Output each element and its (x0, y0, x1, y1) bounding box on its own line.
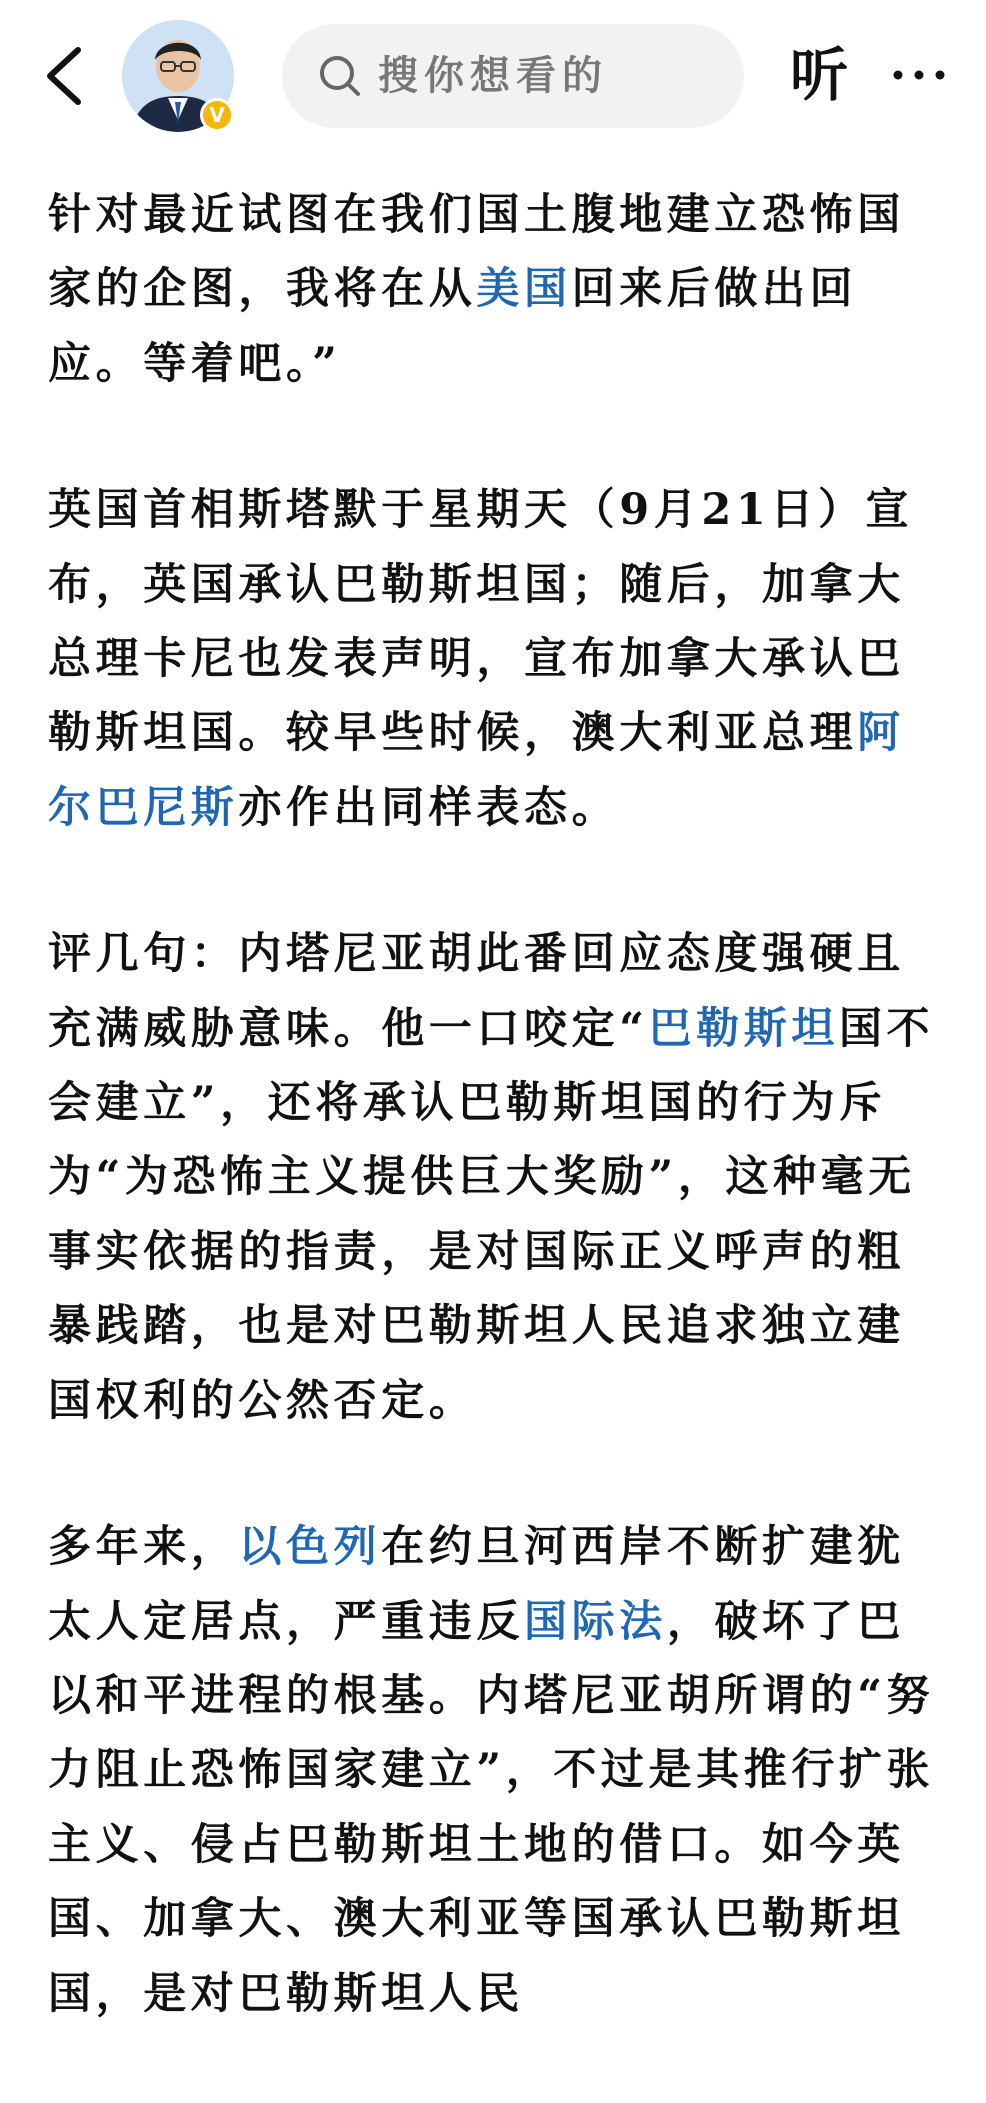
paragraph-3 (48, 917, 948, 1438)
article-body (48, 178, 948, 2103)
text-span: 评几句：内塔尼亚胡此番回应态度强硬且充满威胁意味。他一口咬定“ (48, 929, 905, 1054)
text-span: 多年来， (48, 1522, 239, 1573)
verified-badge-icon: V (200, 98, 234, 132)
link-usa[interactable]: 美国 (476, 264, 572, 315)
text-span: 国不会建立”，还将承认巴勒斯坦国的行为斥为“为恐怖主义提供巨大奖励”，这种毫无事实依据的指责，是对国际正义呼声的粗暴践踏，也是对巴勒斯坦人民追求独立建国权利的公然否定。 (48, 1003, 935, 1426)
text-span: 回来后做出回应。等着吧。” (48, 264, 858, 389)
text-span: 英国首相斯塔默于星期天（9月21日）宣布，英国承认巴勒斯坦国；随后，加拿大总理卡尼也发表声明，宣布加拿大承认巴勒斯坦国。较早些时候，澳大利亚总理 (48, 485, 914, 759)
link-albanese[interactable]: 阿尔巴尼斯 (48, 708, 905, 833)
more-horizontal-icon (892, 60, 946, 90)
more-button[interactable] (892, 60, 946, 90)
search-box[interactable] (282, 24, 744, 128)
text-span: 在约旦河西岸不断扩建犹太人定居点，严重违反 (48, 1522, 905, 1647)
text-span: ，破坏了巴以和平进程的根基。内塔尼亚胡所谓的“努力阻止恐怖国家建立”，不过是其推行扩张主义、侵占巴勒斯坦土地的借口。如今英国、加拿大、澳大利亚等国承认巴勒斯坦国，是对巴勒斯坦人民 (48, 1596, 935, 2019)
top-bar (0, 0, 986, 150)
link-palestine[interactable]: 巴勒斯坦 (648, 1003, 839, 1054)
text-span: 亦作出同样表态。 (238, 782, 620, 833)
text-span: 针对最近试图在我们国土腹地建立恐怖国家的企图，我将在从 (48, 190, 905, 315)
search-icon (318, 54, 362, 98)
listen-button[interactable]: 听 (790, 41, 849, 109)
search-placeholder: 搜你想看的 (378, 53, 608, 99)
paragraph-1 (48, 178, 948, 401)
paragraph-4 (48, 1510, 948, 2031)
paragraph-2 (48, 473, 948, 845)
link-international-law[interactable]: 国际法 (524, 1596, 667, 1647)
chevron-left-icon (42, 44, 90, 108)
link-israel[interactable]: 以色列 (238, 1522, 382, 1573)
back-button[interactable] (42, 44, 90, 108)
